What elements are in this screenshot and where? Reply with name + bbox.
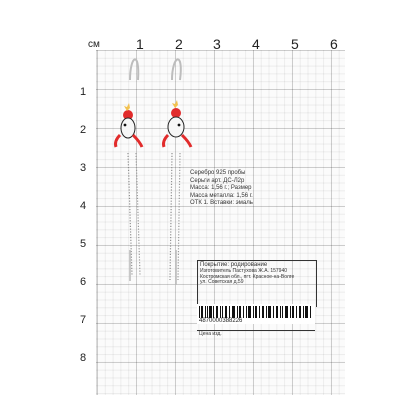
coating-line-3: Костромская обл., пгт. Красное-на-Волге [200, 273, 295, 280]
ruler-top-4: 4 [252, 36, 260, 52]
ruler-top-5: 5 [291, 36, 299, 52]
right-chain-1 [170, 153, 172, 280]
coating-box [197, 260, 317, 307]
price-label: Цена изд. [199, 331, 222, 337]
ruler-left-1: 1 [80, 86, 87, 98]
coating-line-4: ул. Советская д.59 [200, 279, 244, 285]
price-box [197, 330, 315, 343]
label-line-1: Серебро 925 пробы [190, 170, 246, 176]
ruler-left-2: 2 [80, 124, 87, 136]
ruler-left-8: 8 [80, 352, 87, 364]
ruler-top-6: 6 [330, 36, 338, 52]
coating-line-2: Изготовитель Пастухова Ж.А. 157940 [200, 268, 288, 274]
coating-line-1: Покрытие: родирование [200, 262, 268, 268]
label-line-5: ОТК 1. Вставки: эмаль [190, 200, 253, 206]
ruler-left-3: 3 [80, 162, 87, 174]
earrings-illustration [110, 45, 200, 290]
ruler-left-7: 7 [80, 314, 87, 326]
label-line-2: Серьги арт. ДС-Л2р [190, 177, 245, 184]
ruler-top-2: 2 [175, 36, 183, 52]
ruler-left-4: 4 [80, 200, 87, 212]
left-charm [116, 103, 143, 147]
ruler-left-5: 5 [80, 238, 87, 250]
right-chain-2 [178, 153, 180, 280]
label-line-4: Масса металла: 1,56 г. [190, 192, 253, 199]
label-line-3: Масса: 1,56 г.; Размер [190, 185, 252, 191]
ruler-top-3: 3 [213, 36, 221, 52]
right-charm [164, 100, 192, 147]
left-chain-2 [136, 153, 140, 275]
barcode-number: 4870000388226 [199, 318, 243, 324]
left-hook [130, 59, 138, 80]
right-hook [172, 59, 181, 80]
product-label [190, 170, 320, 208]
ruler-left-6: 6 [80, 276, 87, 288]
ruler-top-1: 1 [136, 36, 144, 52]
ruler-unit: см [88, 39, 100, 50]
